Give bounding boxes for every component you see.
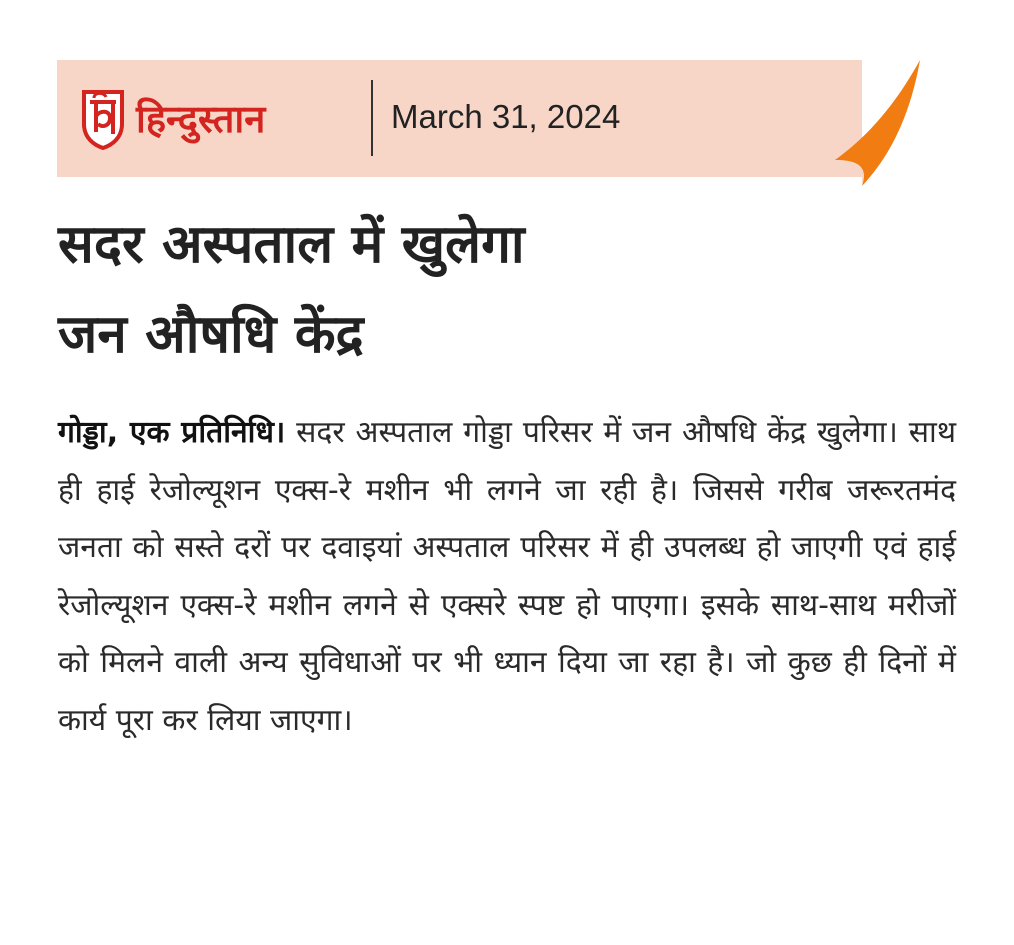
headline-line-2: जन औषधि केंद्र bbox=[58, 304, 364, 365]
logo-wordmark: हिन्दुस्तान bbox=[136, 97, 266, 141]
hindustan-logo bbox=[80, 88, 340, 150]
hindustan-shield-icon bbox=[80, 88, 126, 150]
masthead-divider bbox=[371, 80, 373, 156]
article-headline bbox=[58, 200, 958, 380]
page-curl-icon bbox=[820, 56, 930, 186]
article-dateline: गोड्डा, एक प्रतिनिधि। bbox=[58, 415, 286, 450]
publication-date: March 31, 2024 bbox=[391, 98, 621, 135]
headline-line-1: सदर अस्पताल में खुलेगा bbox=[58, 214, 525, 275]
article-text: सदर अस्पताल गोड्डा परिसर में जन औषधि केंद्र खुलेगा। साथ ही हाई रेजोल्यूशन एक्स-रे मशीन भी लगने जा रही है। जिससे गरीब जरूरतमंद जनता को सस्ते दरों पर दवाइयां अस्पताल परिसर में ही उपलब्ध हो जाएगी एवं हाई रेजोल्यूशन एक्स-रे मशीन लगने से एक्सरे स्पष्ट हो पाएगा। इसके साथ-साथ मरीजों को मिलने वाली अन्य सुविधाओं पर भी ध्यान दिया जा रहा है। जो कुछ ही दिनों में कार्य पूरा कर लिया जाएगा। bbox=[58, 415, 956, 738]
article-body bbox=[58, 404, 956, 749]
